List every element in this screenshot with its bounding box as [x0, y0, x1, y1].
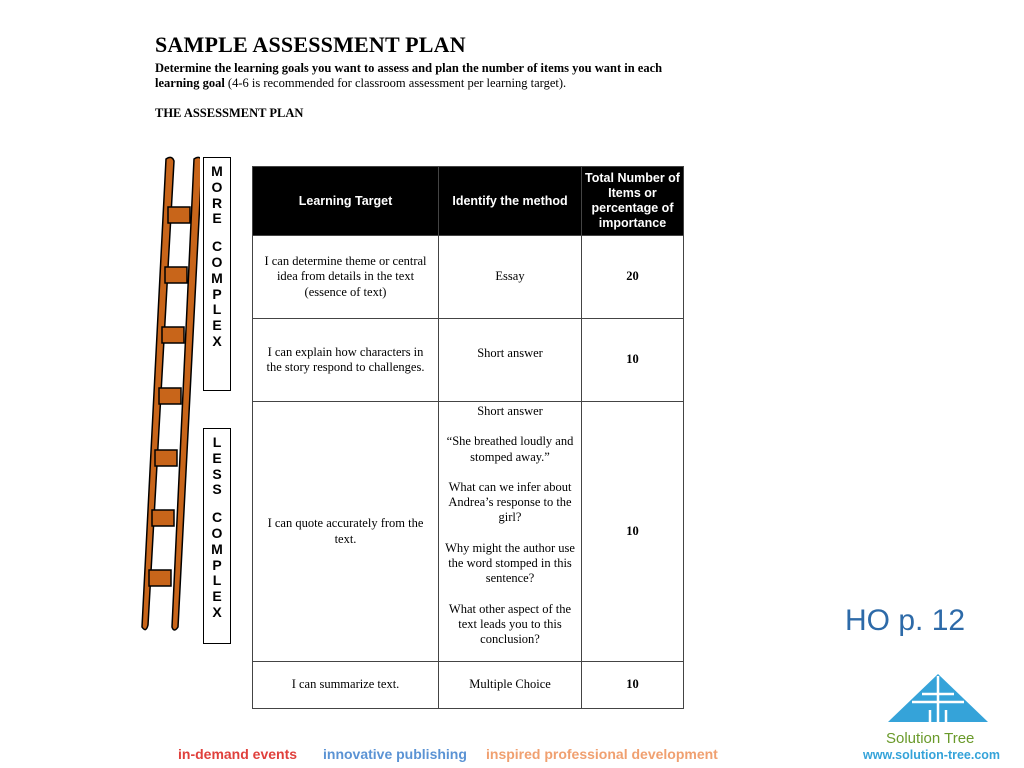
header-total: Total Number of Items or percentage of importance	[582, 167, 684, 236]
handout-reference: HO p. 12	[845, 604, 966, 637]
letter: E	[212, 210, 222, 227]
score-cell: 10	[582, 402, 684, 662]
footer-events: in-demand events	[178, 746, 298, 762]
method-line: What other aspect of the text leads you to this conclusion?	[448, 601, 572, 647]
ladder-rung	[162, 327, 184, 343]
letter: M	[211, 163, 223, 179]
method-line: Why might the author use the word stomped in this sentence?	[445, 540, 575, 586]
letter: X	[212, 603, 222, 620]
ladder-rung	[165, 267, 187, 283]
plan-label: THE ASSESSMENT PLAN	[155, 106, 304, 120]
logo-name: Solution Tree	[886, 730, 975, 747]
letter: R	[211, 194, 223, 211]
table-row	[253, 402, 684, 662]
method-cell: Essay	[439, 236, 582, 319]
ladder-rung	[149, 570, 171, 586]
letter: C	[211, 238, 223, 255]
learning-target-cell: I can determine theme or central idea from details in the text (essence of text)	[253, 236, 439, 319]
letter: E	[212, 449, 222, 466]
letter: M	[211, 269, 223, 286]
letter: O	[211, 524, 223, 541]
method-line: What can we infer about Andrea’s response to the girl?	[448, 479, 572, 525]
ladder-rung	[168, 207, 190, 223]
footer-publishing: innovative publishing	[323, 746, 467, 762]
assessment-plan-table	[252, 166, 684, 709]
less-complex-label	[203, 428, 231, 644]
score-cell: 10	[582, 662, 684, 709]
table-header-row	[253, 167, 684, 236]
table-row	[253, 236, 684, 319]
letter: O	[211, 178, 223, 195]
letter: M	[211, 540, 223, 557]
method-line: Short answer	[477, 404, 543, 418]
header-method: Identify the method	[439, 167, 582, 236]
page-title: SAMPLE ASSESSMENT PLAN	[155, 32, 466, 57]
header-learning-target: Learning Target	[253, 167, 439, 236]
method-line: “She breathed loudly and stomped away.”	[446, 434, 574, 464]
ladder-rung	[159, 388, 181, 404]
table-row	[253, 319, 684, 402]
method-cell: Multiple Choice	[439, 662, 582, 709]
logo-url[interactable]: www.solution-tree.com	[863, 748, 1001, 762]
ladder-rung	[155, 450, 177, 466]
footer-development: inspired professional development	[486, 746, 718, 762]
more-complex-label	[203, 157, 231, 391]
ladder-rung	[152, 510, 174, 526]
solution-tree-logo-icon	[882, 672, 994, 728]
score-cell: 20	[582, 236, 684, 319]
learning-target-cell: I can explain how characters in the story respond to challenges.	[253, 319, 439, 402]
letter: S	[212, 465, 222, 482]
letter: P	[212, 556, 222, 573]
method-cell: Short answer	[439, 319, 582, 402]
letter: X	[212, 332, 222, 349]
letter: E	[212, 317, 222, 334]
method-cell	[439, 402, 582, 662]
intro-normal: (4-6 is recommended for classroom assessment per learning target).	[224, 76, 567, 90]
table-row	[253, 662, 684, 709]
letter: S	[212, 481, 222, 498]
letter: L	[212, 434, 222, 450]
intro-text	[155, 61, 675, 91]
letter: L	[212, 301, 222, 318]
learning-target-cell: I can quote accurately from the text.	[253, 402, 439, 662]
intro-bold: Determine the learning goals you want to assess and plan the number of items you want in each learning goal	[155, 61, 663, 90]
letter: E	[212, 588, 222, 605]
learning-target-cell: I can summarize text.	[253, 662, 439, 709]
letter: L	[212, 572, 222, 589]
letter: P	[212, 285, 222, 302]
letter: O	[211, 253, 223, 270]
letter: C	[211, 509, 223, 526]
ladder-illustration	[140, 155, 200, 635]
score-cell: 10	[582, 319, 684, 402]
